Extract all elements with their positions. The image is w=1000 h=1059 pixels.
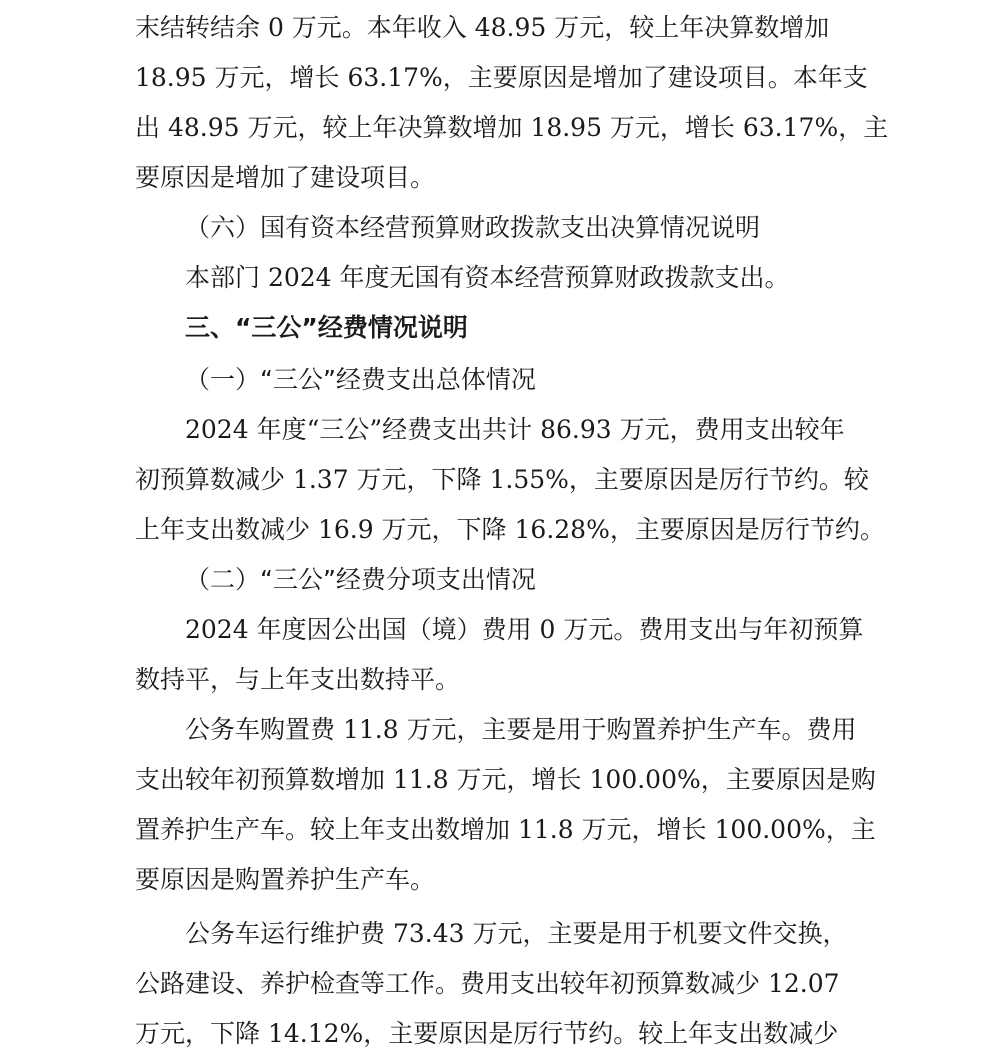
paragraph-line: 公务车购置费 11.8 万元，主要是用于购置养护生产车。费用 (185, 715, 857, 744)
paragraph-line: 要原因是增加了建设项目。 (135, 163, 436, 192)
section-heading: （六）国有资本经营预算财政拨款支出决算情况说明 (185, 213, 761, 242)
paragraph-line: 出 48.95 万元，较上年决算数增加 18.95 万元，增长 63.17%，主 (135, 113, 889, 142)
chapter-heading: 三、“三公”经费情况说明 (185, 313, 468, 342)
paragraph-line: 公路建设、养护检查等工作。费用支出较年初预算数减少 12.07 (135, 969, 840, 998)
paragraph-line: 18.95 万元，增长 63.17%，主要原因是增加了建设项目。本年支 (135, 63, 868, 92)
paragraph-line: 数持平，与上年支出数持平。 (135, 665, 461, 694)
paragraph-line: 要原因是购置养护生产车。 (135, 865, 436, 894)
section-heading: （一）“三公”经费支出总体情况 (185, 365, 536, 394)
paragraph-line: 2024 年度“三公”经费支出共计 86.93 万元，费用支出较年 (185, 415, 845, 444)
paragraph-line: 万元，下降 14.12%，主要原因是厉行节约。较上年支出数减少 (135, 1019, 839, 1048)
paragraph-line: 本部门 2024 年度无国有资本经营预算财政拨款支出。 (185, 263, 790, 292)
paragraph-line: 初预算数减少 1.37 万元，下降 1.55%，主要原因是厉行节约。较 (135, 465, 869, 494)
paragraph-line: 末结转结余 0 万元。本年收入 48.95 万元，较上年决算数增加 (135, 13, 830, 42)
paragraph-line: 支出较年初预算数增加 11.8 万元，增长 100.00%，主要原因是购 (135, 765, 876, 794)
section-heading: （二）“三公”经费分项支出情况 (185, 565, 536, 594)
paragraph-line: 2024 年度因公出国（境）费用 0 万元。费用支出与年初预算 (185, 615, 864, 644)
paragraph-line: 公务车运行维护费 73.43 万元，主要是用于机要文件交换， (185, 919, 848, 948)
paragraph-line: 上年支出数减少 16.9 万元，下降 16.28%，主要原因是厉行节约。 (135, 515, 885, 544)
paragraph-line: 置养护生产车。较上年支出数增加 11.8 万元，增长 100.00%，主 (135, 815, 876, 844)
